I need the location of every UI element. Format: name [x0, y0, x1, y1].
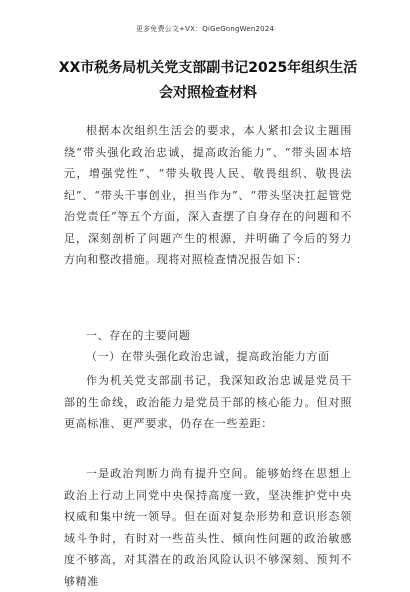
document-title: XX市税务局机关党支部副书记2025年组织生活会对照检查材料: [58, 60, 358, 101]
subsection-heading: （一）在带头强化政治忠诚，提高政治能力方面: [86, 350, 330, 363]
intro-paragraph: 根据本次组织生活会的要求，本人紧扣会议主题围绕“带头强化政治忠诚，提高政治能力”、“带头固本培元，增强党性”、“带头敬畏人民、敬畏组织、敬畏法纪”、“带头干事创业，担当作为”、“带头坚决扛起管党治党责任”等五个方面，深入查摆了自身存在的问题和不足，深刻剖析了问题产生的根源，并明确了今后的努力方向和整改措施。现将对照检查情况报告如下：: [64, 124, 352, 266]
body-paragraph: 一是政治判断力尚有提升空间。能够始终在思想上政治上行动上同党中央保持高度一致，坚决维护党中央权威和集中统一领导。但在面对复杂形势和意识形态领域斗争时，有时对一些苗头性、倾向性问题的政治敏感度不够高，对其潜在的政治风险认识不够深刻、预判不够精准: [64, 467, 352, 588]
page-header: 更多免费公文+VX：QiGeGongWen2024: [135, 25, 275, 33]
body-paragraph: 作为机关党支部副书记，我深知政治忠诚是党员干部的生命线，政治能力是党员干部的核心能力。但对照更高标准、更严要求，仍存在一些差距：: [64, 374, 352, 430]
section-heading: 一、存在的主要问题: [86, 329, 191, 342]
